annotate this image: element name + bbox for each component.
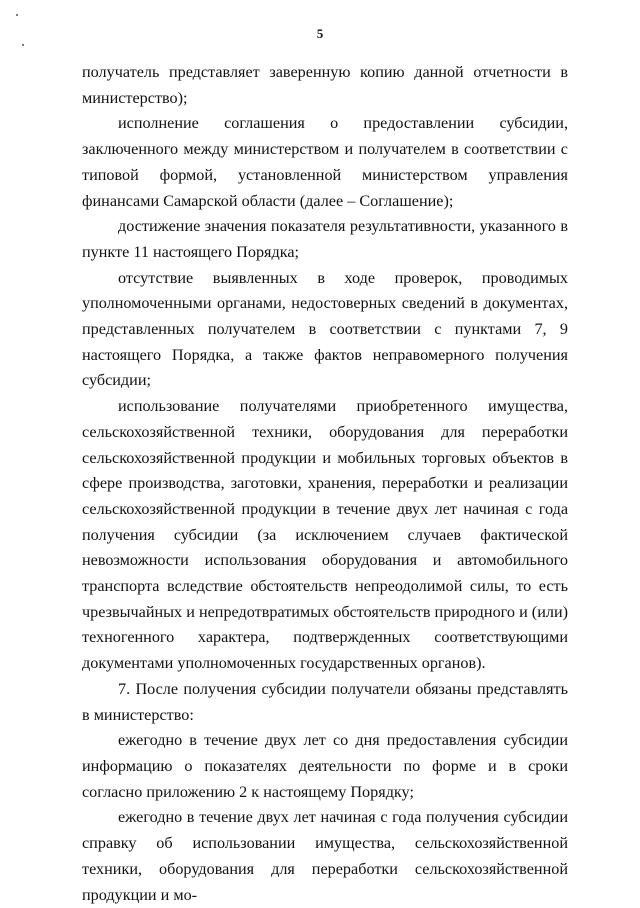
paragraph-2: исполнение соглашения о предоставлении субсидии, заключенного между министерством и получателем в соответствии с типовой формой, установленной министерством управления финансами Самарской области (далее – Соглашение); (82, 114, 568, 210)
paragraph-7: ежегодно в течение двух лет со дня предоставления субсидии информацию о показателях деятельности по форме и в сроки согласно приложению 2 к настоящему Порядку; (82, 731, 568, 801)
scan-speck (22, 44, 24, 46)
paragraph-5: использование получателями приобретенного имущества, сельскохозяйственной техники, оборудования для переработки сельскохозяйственной продукции и мобильных торговых объектов в сфере производства, заготовки, хранения, переработки и реализации сельскохозяйственной продукции в течение двух лет начиная с года получения субсидии (за исключением случаев фактической невозможности использования оборудования и автомобильного транспорта вследствие обстоятельств непреодолимой силы, то есть чрезвычайных и непредотвратимых обстоятельств природного и (или) техногенного характера, подтвержденных соответствующими документами уполномоченных государственных органов). (82, 397, 568, 673)
paragraph-1: получатель представляет заверенную копию данной отчетности в министерство); (82, 63, 568, 107)
paragraph-6: 7. После получения субсидии получатели обязаны представлять в министерство: (82, 679, 568, 724)
paragraph-3: достижение значения показателя результативности, указанного в пункте 11 настоящего Порядка; (82, 217, 568, 261)
scan-speck (16, 14, 18, 16)
paragraph-8: ежегодно в течение двух лет начиная с года получения субсидии справку об использовании имущества, сельскохозяйственной техники, оборудования для переработки сельскохозяйственной продукции и мо- (82, 808, 568, 904)
paragraph-4: отсутствие выявленных в ходе проверок, проводимых уполномоченными органами, недостоверных сведений в документах, представленных получателем в соответствии с пунктами 7, 9 настоящего Порядка, а также фактов неправомерного получения субсидии; (82, 268, 568, 390)
page-number: 5 (316, 26, 324, 41)
document-body (82, 60, 568, 908)
